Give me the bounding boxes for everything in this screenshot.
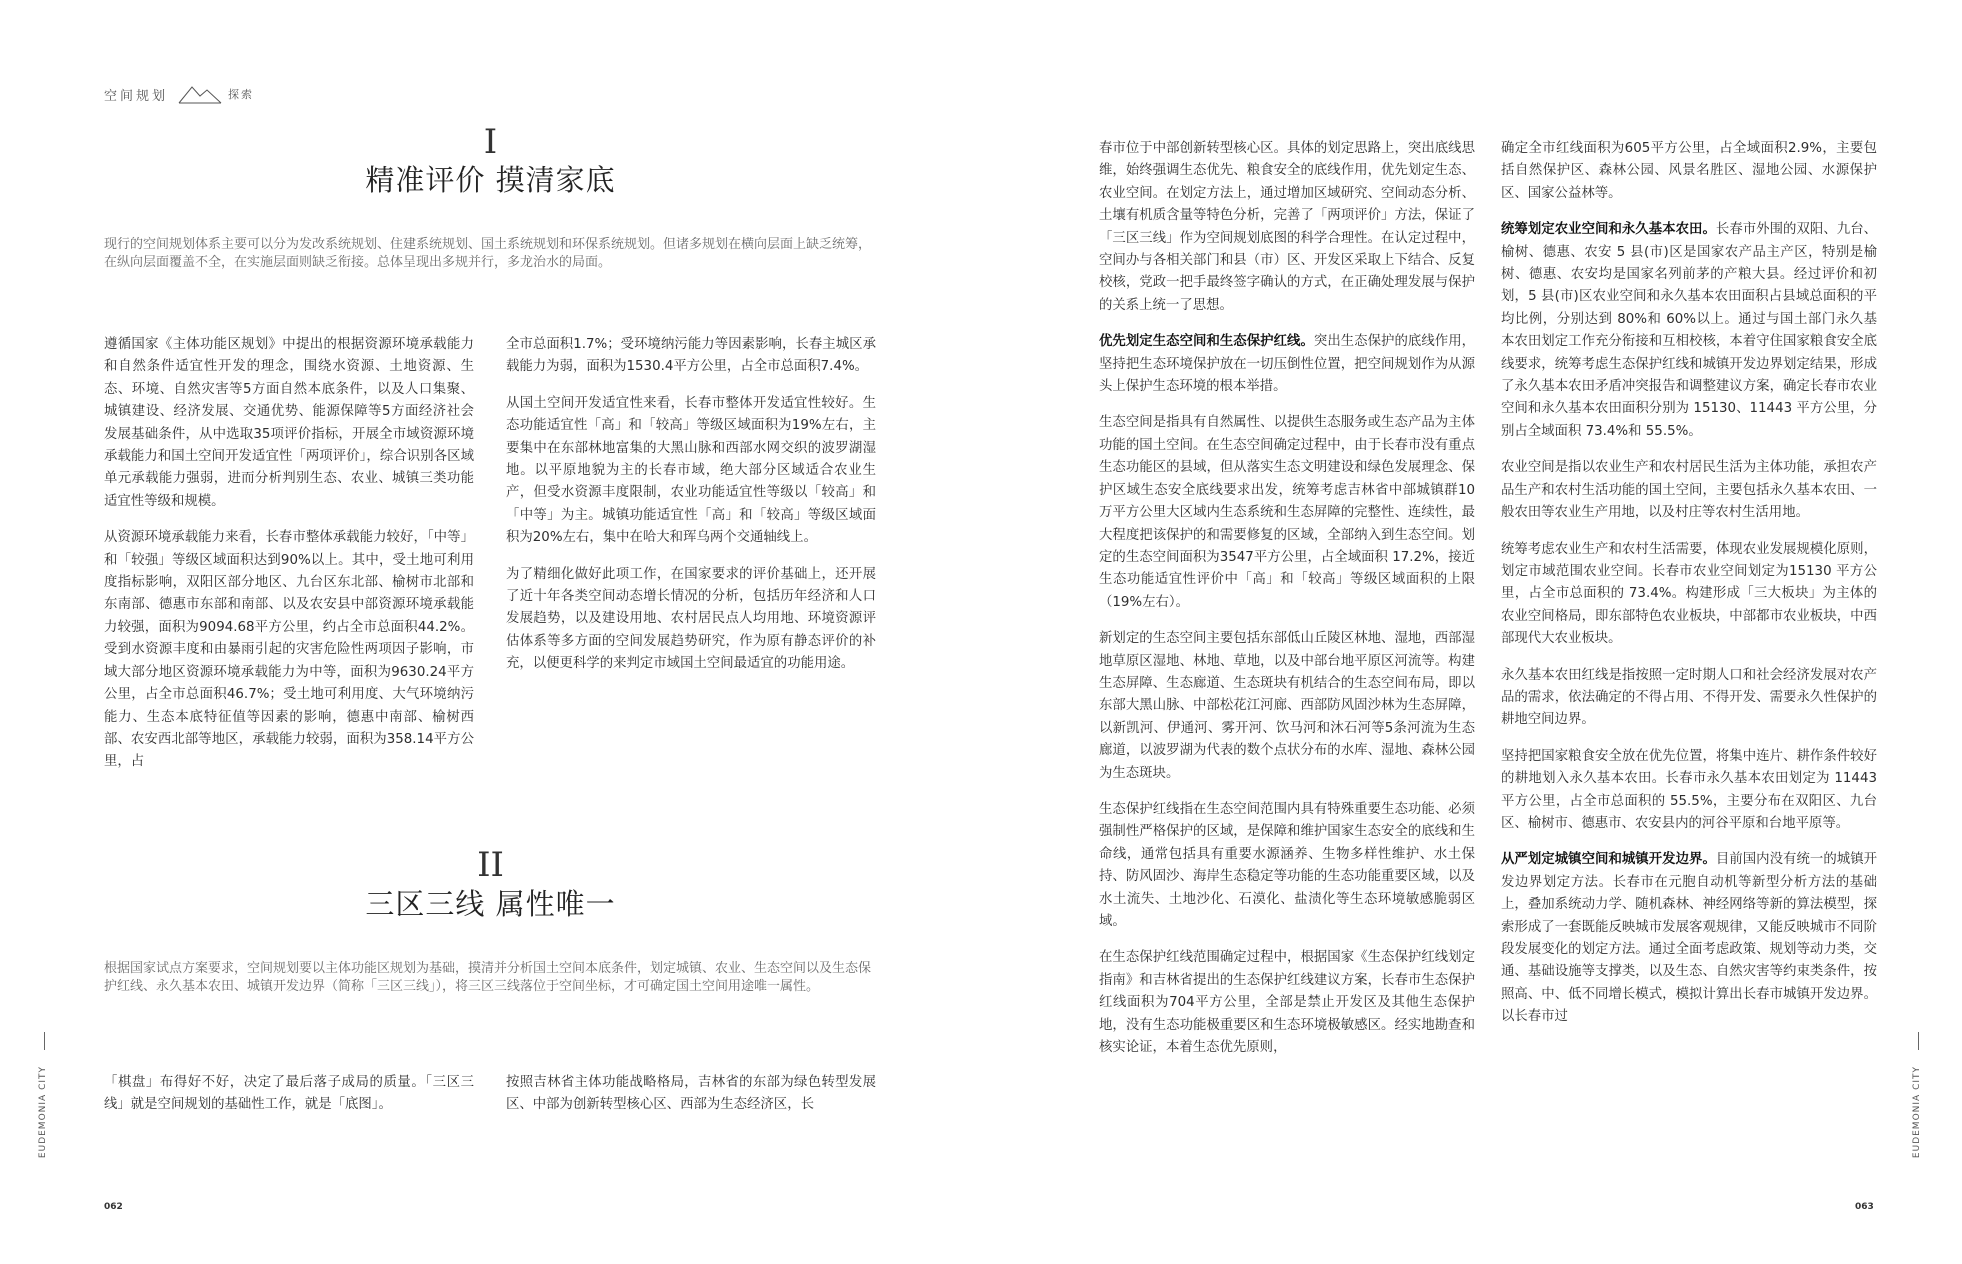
paragraph: 「棋盘」布得好不好，决定了最后落子成局的质量。「三区三线」就是空间规划的基础性工作，就是「底图」。 <box>104 1075 474 1113</box>
section-2-lead: 根据国家试点方案要求，空间规划要以主体功能区规划为基础，摸清并分析国土空间本底条件，划定城镇、农业、生态空间以及生态保护红线、永久基本农田、城镇开发边界（简称「三区三线」），将三区三线落位于空间坐标，才可确定国土空间用途唯一属性。 <box>104 961 872 994</box>
paragraph: 在生态保护红线范围确定过程中，根据国家《生态保护红线划定指南》和吉林省提出的生态保护红线建议方案，长春市生态保护红线面积为704平方公里，全部是禁止开发区及其他生态保护地，没有生态功能极重要区和生态环境极敏感区。经实地勘查和核实论证，本着生态优先原则， <box>1099 950 1475 1056</box>
paragraph: 新划定的生态空间主要包括东部低山丘陵区林地、湿地，西部湿地草原区湿地、林地、草地，以及中部台地平原区河流等。构建生态屏障、生态廊道、生态斑块有机结合的生态空间布局，即以东部大黑山脉、中部松花江河廊、西部防风固沙林为生态屏障，以新凯河、伊通河、雾开河、饮马河和沐石河等5条河流为生态廊道，以波罗湖为代表的数个点状分布的水库、湿地、森林公园为生态斑块。 <box>1099 631 1475 781</box>
paragraph: 全市总面积1.7%；受环境纳污能力等因素影响，长春主城区承载能力为弱，面积为1530.4平方公里，占全市总面积7.4%。 <box>506 337 876 375</box>
paragraph: 优先划定生态空间和生态保护红线。突出生态保护的底线作用，坚持把生态环境保护放在一切压倒性位置，把空间规划作为从源头上保护生态环境的根本举措。 <box>1099 334 1476 395</box>
paragraph: 从国土空间开发适宜性来看，长春市整体开发适宜性较好。生态功能适宜性「高」和「较高」等级区域面积为19%左右，主要集中在东部林地富集的大黑山脉和西部水网交织的波罗湖湿地。以平原地貌为主的长春市域，绝大部分区域适合农业生产，但受水资源丰度限制，农业功能适宜性等级以「较高」和「中等」为主。城镇功能适宜性「高」和「较高」等级区域面积为20%左右，集中在哈大和珲乌两个交通轴线上。 <box>506 395 876 546</box>
paragraph: 为了精细化做好此项工作，在国家要求的评价基础上，还开展了近十年各类空间动态增长情况的分析，包括历年经济和人口发展趋势，以及建设用地、农村居民点人均用地、环境资源评估体系等多方面的空间发展趋势研究，作为原有静态评价的补充，以便更科学的来判定市域国土空间最适宜的功能用途。 <box>506 566 876 672</box>
running-header <box>104 84 254 104</box>
section-1-number: I <box>483 122 498 162</box>
section-2-title: 三区三线 属性唯一 <box>365 887 616 921</box>
mountain-icon <box>178 84 222 104</box>
section-2-column-1 <box>104 1072 474 1131</box>
section-2-column-2 <box>506 1072 876 1131</box>
running-header-sub: 探索 <box>228 88 255 101</box>
running-header-title: 空间规划 <box>104 88 169 104</box>
right-column-1 <box>1099 138 1475 1073</box>
section-1-column-1 <box>104 334 474 788</box>
paragraph: 生态保护红线指在生态空间范围内具有特殊重要生态功能、必须强制性严格保护的区域，是保障和维护国家生态安全的底线和生命线，通常包括具有重要水源涵养、生物多样性维护、水土保持、防风固沙、海岸生态稳定等功能的生态功能重要区域，以及水土流失、土地沙化、石漠化、盐渍化等生态环境敏感脆弱区域。 <box>1099 801 1475 929</box>
paragraph: 坚持把国家粮食安全放在优先位置，将集中连片、耕作条件较好的耕地划入永久基本农田。长春市永久基本农田划定为 11443 平方公里，占全市总面积的 55.5%，主要分布在双阳区、九台区、榆树市、德惠市、农安县内的河谷平原和台地平原等。 <box>1501 748 1877 831</box>
paragraph: 从资源环境承载能力来看，长春市整体承载能力较好，「中等」和「较强」等级区域面积达到90%以上。其中，受土地可利用度指标影响，双阳区部分地区、九台区东北部、榆树市北部和东南部、德惠市东部和南部、以及农安县中部资源环境承载能力较强，面积为9094.68平方公里，约占全市总面积44.2%。受到水资源丰度和由暴雨引起的灾害危险性两项因子影响，市域大部分地区资源环境承载能力为中等，面积为9630.24平方公里，占全市总面积46.7%；受土地可利用度、大气环境纳污能力、生态本底特征值等因素的影响，德惠中南部、榆树西部、农安西北部等地区，承载能力较弱，面积为358.14平方公里，占 <box>104 530 474 770</box>
side-divider <box>44 1032 45 1050</box>
page-number: 063 <box>1855 1202 1874 1212</box>
section-1-title: 精准评价 摸清家底 <box>365 163 616 197</box>
side-brand-mark: EUDEMONIA CITY <box>38 1066 48 1159</box>
paragraph: 统筹考虑农业生产和农村生活需要，体现农业发展规模化原则，划定市域范围农业空间。长春市农业空间划定为15130 平方公里，占全市总面积的 73.4%。构建形成「三大板块」为主体的农业空间格局，即东部特色农业板块，中部都市农业板块，中西部现代大农业板块。 <box>1501 541 1877 647</box>
paragraph: 春市位于中部创新转型核心区。具体的划定思路上，突出底线思维，始终强调生态优先、粮食安全的底线作用，优先划定生态、农业空间。在划定方法上，通过增加区域研究、空间动态分析、土壤有机质含量等特色分析，完善了「两项评价」方法，保证了「三区三线」作为空间规划底图的科学合理性。在认定过程中，空间办与各相关部门和县（市）区、开发区采取上下结合、反复校核，党政一把手最终签字确认的方式，在正确处理发展与保护的关系上统一了思想。 <box>1099 141 1475 313</box>
side-brand-mark: EUDEMONIA CITY <box>1912 1066 1922 1159</box>
right-page <box>981 0 1962 1264</box>
paragraph: 从严划定城镇空间和城镇开发边界。目前国内没有统一的城镇开发边界划定方法。长春市在元胞自动机等新型分析方法的基础上，叠加系统动力学、随机森林、神经网络等新的算法模型，探索形成了一套既能反映城市发展客观规律，又能反映城市不同阶段发展变化的划定方法。通过全面考虑政策、规划等动力类，交通、基础设施等支撑类，以及生态、自然灾害等约束类条件，按照高、中、低不同增长模式，模拟计算出长春市城镇开发边界。以长春市过 <box>1501 852 1878 1025</box>
paragraph: 统筹划定农业空间和永久基本农田。长春市外围的双阳、九台、榆树、德惠、农安 5 县(市)区是国家农产品主产区，特别是榆树、德惠、农安均是国家名列前茅的产粮大县。经过评价和初划，5 县(市)区农业空间和永久基本农田面积占县域总面积的平均比例，分别达到 80%和 60%以上。通过与国土部门永久基本农田划定工作充分衔接和互相校核，本着守住国家粮食安全底线要求，统筹考虑生态保护红线和城镇开发边界划定结果，形成了永久基本农田矛盾冲突报告和调整建议方案，确定长春市农业空间和永久基本农田面积分别为 15130、11443 平方公里，分别占全域面积 73.4%和 55.5%。 <box>1501 222 1878 439</box>
section-1-lead: 现行的空间规划体系主要可以分为发改系统规划、住建系统规划、国土系统规划和环保系统规划。但诸多规划在横向层面上缺乏统筹，在纵向层面覆盖不全，在实施层面则缺乏衔接。总体呈现出多规并行，多龙治水的局面。 <box>104 237 872 270</box>
page-number: 062 <box>104 1202 123 1212</box>
paragraph: 按照吉林省主体功能战略格局，吉林省的东部为绿色转型发展区、中部为创新转型核心区、西部为生态经济区，长 <box>506 1075 876 1113</box>
paragraph: 农业空间是指以农业生产和农村居民生活为主体功能，承担农产品生产和农村生活功能的国土空间，主要包括永久基本农田、一般农田等农业生产用地，以及村庄等农村生活用地。 <box>1501 460 1877 521</box>
paragraph-lead: 优先划定生态空间和生态保护红线。 <box>1099 334 1314 350</box>
section-2-number: II <box>477 845 504 885</box>
paragraph: 生态空间是指具有自然属性、以提供生态服务或生态产品为主体功能的国土空间。在生态空间确定过程中，由于长春市没有重点生态功能区的县域，但从落实生态文明建设和绿色发展理念、保护区域生态安全底线要求出发，统筹考虑吉林省中部城镇群10万平方公里大区域内生态系统和生态屏障的完整性、连续性，最大程度把该保护的和需要修复的区域，全部纳入到生态空间。划定的生态空间面积为3547平方公里，占全域面积 17.2%，接近生态功能适宜性评价中「高」和「较高」等级区域面积的上限（19%左右）。 <box>1099 415 1475 610</box>
paragraph: 遵循国家《主体功能区规划》中提出的根据资源环境承载能力和自然条件适宜性开发的理念，围绕水资源、土地资源、生态、环境、自然灾害等5方面自然本底条件，以及人口集聚、城镇建设、经济发展、交通优势、能源保障等5方面经济社会发展基础条件，从中选取35项评价指标，开展全市域资源环境承载能力和国土空间开发适宜性「两项评价」，综合识别各区域单元承载能力强弱，进而分析判别生态、农业、城镇三类功能适宜性等级和规模。 <box>104 337 474 509</box>
side-divider <box>1918 1032 1919 1050</box>
paragraph: 确定全市红线面积为605平方公里，占全域面积2.9%，主要包括自然保护区、森林公园、风景名胜区、湿地公园、水源保护区、国家公益林等。 <box>1501 141 1877 201</box>
paragraph-lead: 统筹划定农业空间和永久基本农田。 <box>1501 222 1716 238</box>
paragraph: 永久基本农田红线是指按照一定时期人口和社会经济发展对农产品的需求，依法确定的不得占用、不得开发、需要永久性保护的耕地空间边界。 <box>1501 667 1877 728</box>
paragraph-lead: 从严划定城镇空间和城镇开发边界。 <box>1501 852 1716 868</box>
right-column-2 <box>1501 138 1877 1043</box>
section-1-column-2 <box>506 334 876 690</box>
